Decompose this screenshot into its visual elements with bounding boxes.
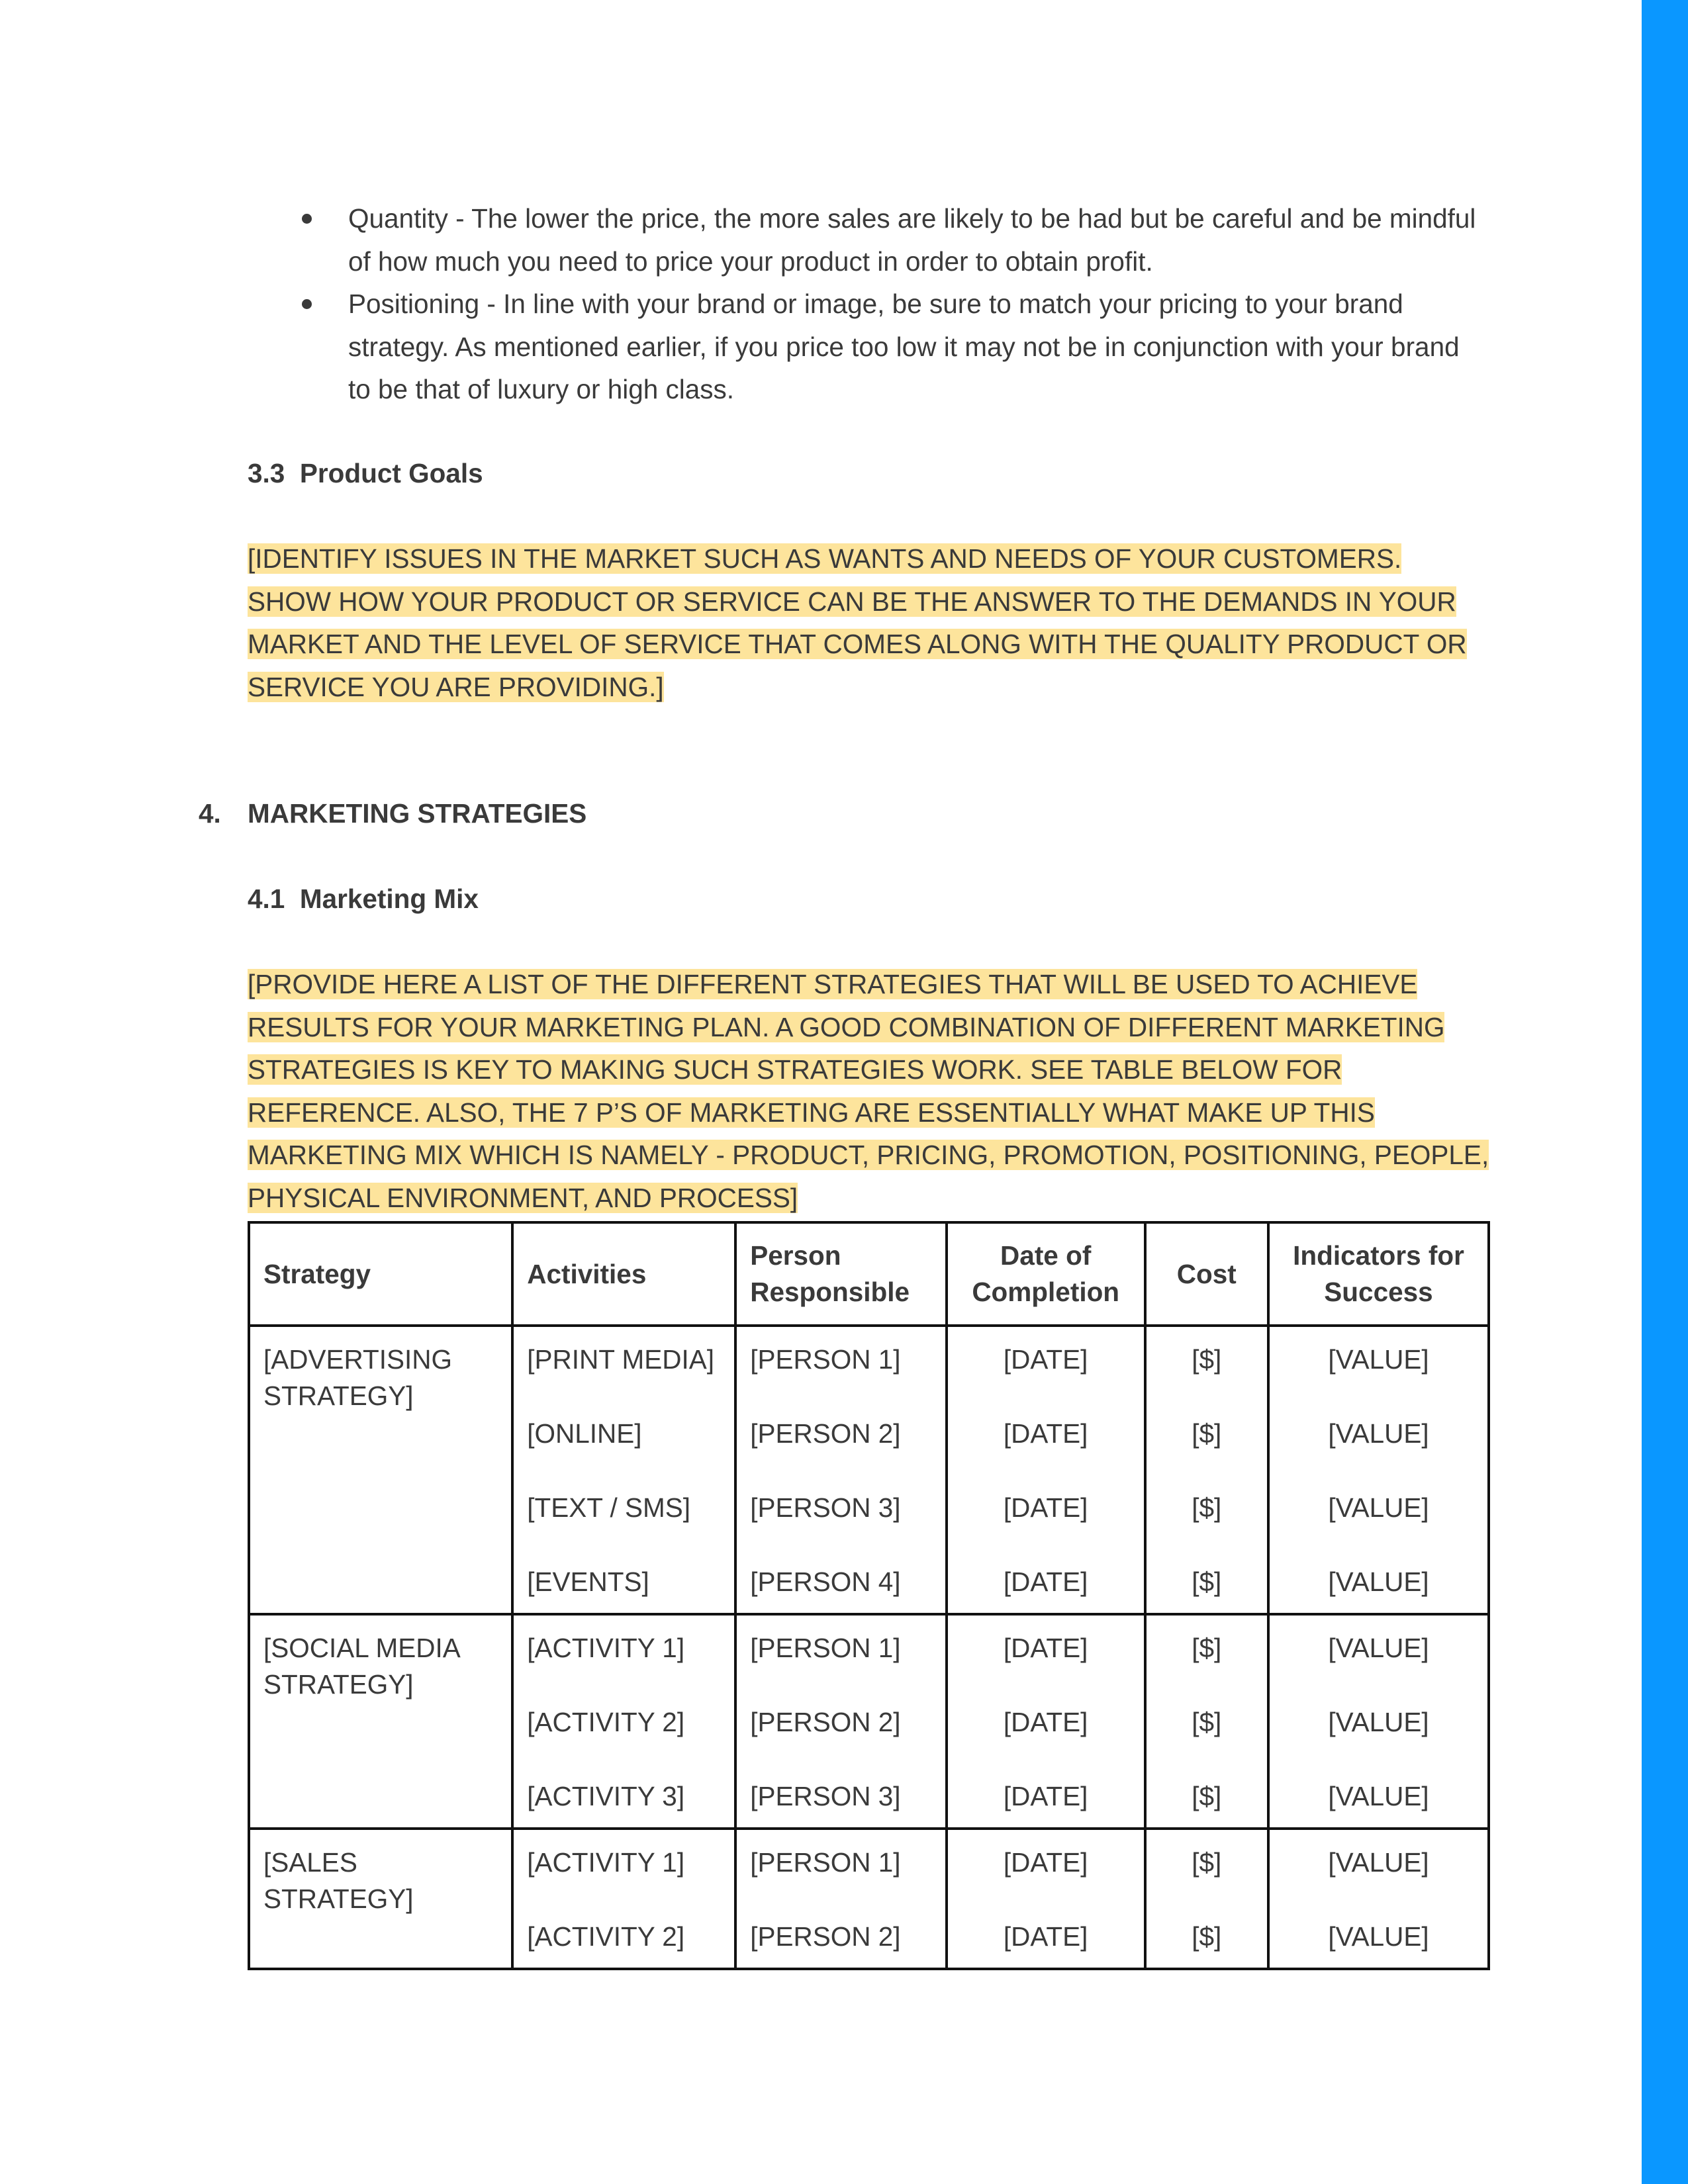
table-row (249, 1326, 1489, 1614)
column-header-strategy: Strategy (249, 1222, 512, 1326)
cost-item: [$] (1192, 1633, 1222, 1663)
section-number: 4.1 (248, 884, 285, 914)
section-heading-4 (199, 792, 586, 835)
activity-item: [ACTIVITY 3] (527, 1781, 685, 1811)
cost-cell (1145, 1829, 1268, 1969)
activity-item: [ONLINE] (527, 1418, 642, 1449)
cost-item: [$] (1192, 1418, 1222, 1449)
indicator-item: [VALUE] (1328, 1781, 1429, 1811)
section-number: 4. (199, 798, 221, 829)
placeholder-text: [IDENTIFY ISSUES IN THE MARKET SUCH AS WANTS AND NEEDS OF YOUR CUSTOMERS. SHOW HOW YOUR PRODUCT OR SERVICE CAN BE THE ANSWER TO THE DEMANDS IN YOUR MARKET AND THE LEVEL OF SERVICE THAT COMES ALONG WITH THE QUALITY PRODUCT OR SERVICE YOU ARE PROVIDING.] (248, 543, 1467, 702)
date-item: [DATE] (1003, 1418, 1088, 1449)
column-header-person: Person Responsible (735, 1222, 947, 1326)
pricing-bullet-list (298, 197, 1476, 411)
section-title: Marketing Mix (299, 884, 479, 914)
person-item: [PERSON 3] (750, 1781, 901, 1811)
section-heading-3-3 (248, 452, 483, 495)
activities-cell (512, 1614, 735, 1829)
indicator-item: [VALUE] (1328, 1707, 1429, 1737)
person-cell (735, 1829, 947, 1969)
date-item: [DATE] (1003, 1492, 1088, 1523)
activity-item: [ACTIVITY 2] (527, 1921, 685, 1952)
date-item: [DATE] (1003, 1633, 1088, 1663)
person-item: [PERSON 2] (750, 1921, 901, 1952)
bullet-icon (302, 214, 312, 224)
marketing-strategy-table (248, 1221, 1490, 1970)
column-header-indicators: Indicators for Success (1268, 1222, 1489, 1326)
section-title: MARKETING STRATEGIES (248, 798, 587, 829)
cost-item: [$] (1192, 1847, 1222, 1878)
date-item: [DATE] (1003, 1707, 1088, 1737)
person-item: [PERSON 3] (750, 1492, 901, 1523)
date-item: [DATE] (1003, 1847, 1088, 1878)
cost-cell (1145, 1326, 1268, 1614)
list-item (298, 283, 1476, 411)
bullet-text: Positioning - In line with your brand or image, be sure to match your pricing to your brand strategy. As mentioned earlier, if you price too low it may not be in conjunction with your brand to be that of luxury or high class. (348, 289, 1460, 404)
strategy-cell (249, 1614, 512, 1829)
activity-item: [PRINT MEDIA] (527, 1344, 715, 1375)
person-item: [PERSON 1] (750, 1633, 901, 1663)
column-header-activities: Activities (512, 1222, 735, 1326)
page-accent-bar (1642, 0, 1688, 2184)
person-item: [PERSON 4] (750, 1567, 901, 1597)
column-header-date: Date of Completion (947, 1222, 1145, 1326)
bullet-text: Quantity - The lower the price, the more sales are likely to be had but be careful and be mindful of how much you need to price your product in order to obtain profit. (348, 203, 1476, 277)
cost-item: [$] (1192, 1567, 1222, 1597)
date-item: [DATE] (1003, 1921, 1088, 1952)
activity-item: [ACTIVITY 1] (527, 1847, 685, 1878)
indicator-cell (1268, 1326, 1489, 1614)
table-row (249, 1614, 1489, 1829)
date-item: [DATE] (1003, 1344, 1088, 1375)
list-item (298, 197, 1476, 283)
person-cell (735, 1614, 947, 1829)
cost-item: [$] (1192, 1781, 1222, 1811)
activities-cell (512, 1326, 735, 1614)
indicator-cell (1268, 1829, 1489, 1969)
person-cell (735, 1326, 947, 1614)
strategy-name: [SALES STRATEGY] (263, 1847, 414, 1914)
product-goals-placeholder (248, 537, 1492, 708)
indicator-item: [VALUE] (1328, 1921, 1429, 1952)
indicator-item: [VALUE] (1328, 1633, 1429, 1663)
strategy-name: [ADVERTISING STRATEGY] (263, 1344, 453, 1411)
section-number: 3.3 (248, 458, 285, 488)
indicator-item: [VALUE] (1328, 1418, 1429, 1449)
indicator-item: [VALUE] (1328, 1567, 1429, 1597)
person-item: [PERSON 1] (750, 1344, 901, 1375)
activity-item: [ACTIVITY 1] (527, 1633, 685, 1663)
activities-cell (512, 1829, 735, 1969)
cost-item: [$] (1192, 1921, 1222, 1952)
indicator-item: [VALUE] (1328, 1344, 1429, 1375)
date-item: [DATE] (1003, 1781, 1088, 1811)
cost-cell (1145, 1614, 1268, 1829)
activity-item: [TEXT / SMS] (527, 1492, 691, 1523)
date-item: [DATE] (1003, 1567, 1088, 1597)
marketing-mix-placeholder (248, 963, 1492, 1219)
cost-item: [$] (1192, 1492, 1222, 1523)
activity-item: [EVENTS] (527, 1567, 649, 1597)
indicator-item: [VALUE] (1328, 1492, 1429, 1523)
date-cell (947, 1326, 1145, 1614)
section-heading-4-1 (248, 878, 479, 921)
indicator-cell (1268, 1614, 1489, 1829)
person-item: [PERSON 1] (750, 1847, 901, 1878)
cost-item: [$] (1192, 1344, 1222, 1375)
section-title: Product Goals (299, 458, 483, 488)
strategy-cell (249, 1829, 512, 1969)
person-item: [PERSON 2] (750, 1418, 901, 1449)
activity-item: [ACTIVITY 2] (527, 1707, 685, 1737)
strategy-name: [SOCIAL MEDIA STRATEGY] (263, 1633, 459, 1700)
bullet-icon (302, 299, 312, 309)
placeholder-text: [PROVIDE HERE A LIST OF THE DIFFERENT STRATEGIES THAT WILL BE USED TO ACHIEVE RESULTS FOR YOUR MARKETING PLAN. A GOOD COMBINATION OF DIFFERENT MARKETING STRATEGIES IS KEY TO MAKING SUCH STRATEGIES WORK. SEE TABLE BELOW FOR REFERENCE. ALSO, THE 7 P’S OF MARKETING ARE ESSENTIALLY WHAT MAKE UP THIS MARKETING MIX WHICH IS NAMELY - PRODUCT, PRICING, PROMOTION, POSITIONING, PEOPLE, PHYSICAL ENVIRONMENT, AND PROCESS] (248, 969, 1489, 1213)
date-cell (947, 1614, 1145, 1829)
date-cell (947, 1829, 1145, 1969)
table-row (249, 1829, 1489, 1969)
cost-item: [$] (1192, 1707, 1222, 1737)
column-header-cost: Cost (1145, 1222, 1268, 1326)
table-header-row (249, 1222, 1489, 1326)
indicator-item: [VALUE] (1328, 1847, 1429, 1878)
strategy-cell (249, 1326, 512, 1614)
person-item: [PERSON 2] (750, 1707, 901, 1737)
